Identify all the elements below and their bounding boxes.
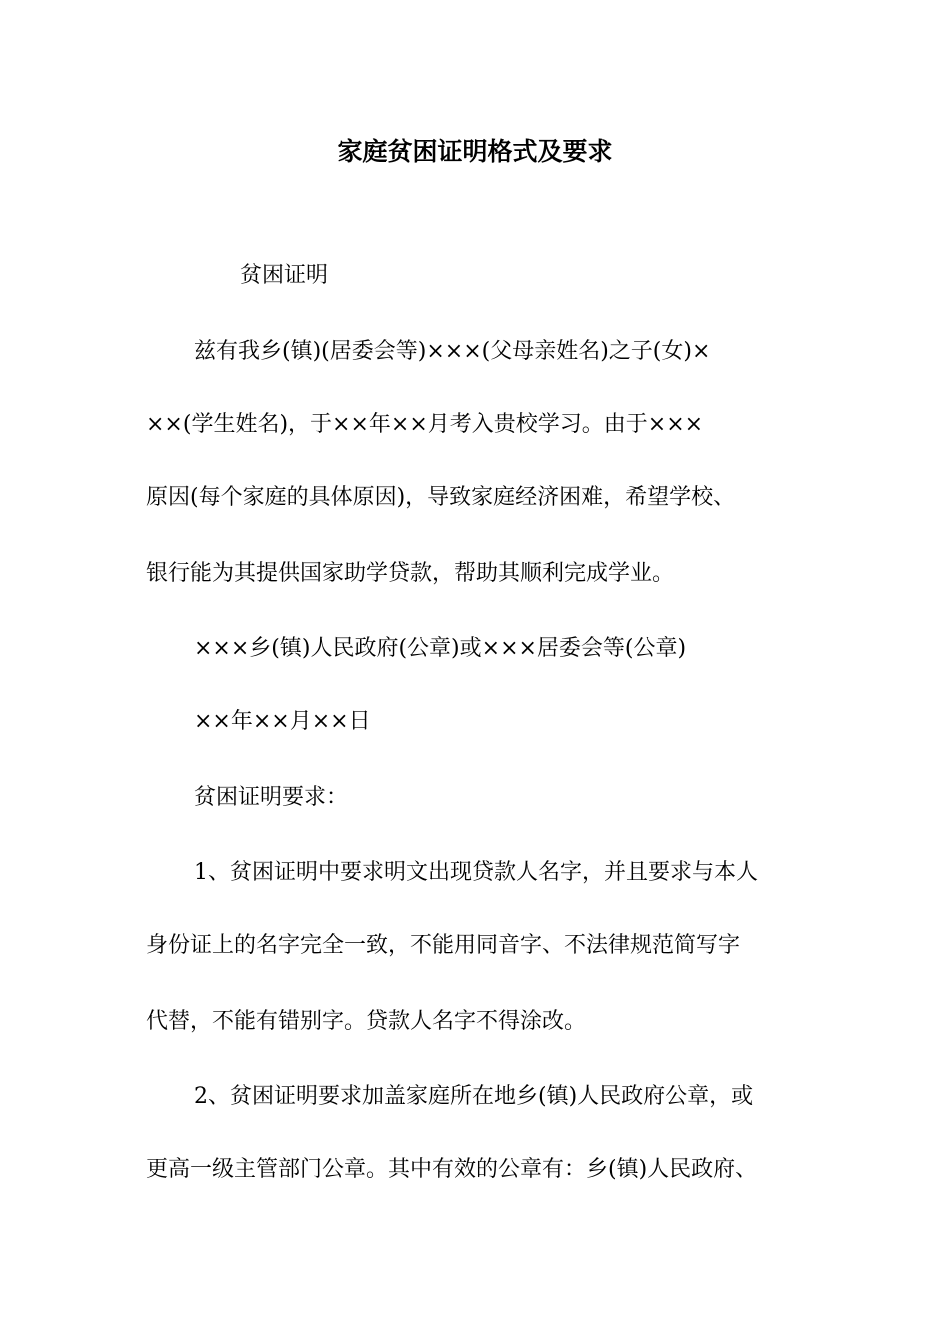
requirement-line: 2、贫困证明要求加盖家庭所在地乡(镇)人民政府公章，或 — [194, 1084, 754, 1109]
issuer-line: ×××乡(镇)人民政府(公章)或×××居委会等(公章) — [194, 636, 687, 661]
requirement-line: 1、贫困证明中要求明文出现贷款人名字，并且要求与本人 — [194, 860, 758, 885]
requirement-line: 代替，不能有错别字。贷款人名字不得涂改。 — [146, 1009, 587, 1034]
paragraph-line: 原因(每个家庭的具体原因)，导致家庭经济困难，希望学校、 — [146, 485, 736, 510]
paragraph-line: 兹有我乡(镇)(居委会等)×××(父母亲姓名)之子(女)× — [194, 339, 711, 364]
requirement-line: 身份证上的名字完全一致，不能用同音字、不法律规范简写字 — [146, 933, 741, 958]
requirement-line: 更高一级主管部门公章。其中有效的公章有：乡(镇)人民政府、 — [146, 1157, 758, 1182]
paragraph-line: ××(学生姓名)，于××年××月考入贵校学习。由于××× — [146, 412, 704, 437]
requirements-heading: 贫困证明要求： — [194, 785, 349, 810]
certificate-heading: 贫困证明 — [240, 263, 329, 288]
document-title: 家庭贫困证明格式及要求 — [337, 137, 613, 166]
paragraph-line: 银行能为其提供国家助学贷款，帮助其顺利完成学业。 — [146, 561, 675, 586]
date-line: ××年××月××日 — [194, 709, 371, 734]
